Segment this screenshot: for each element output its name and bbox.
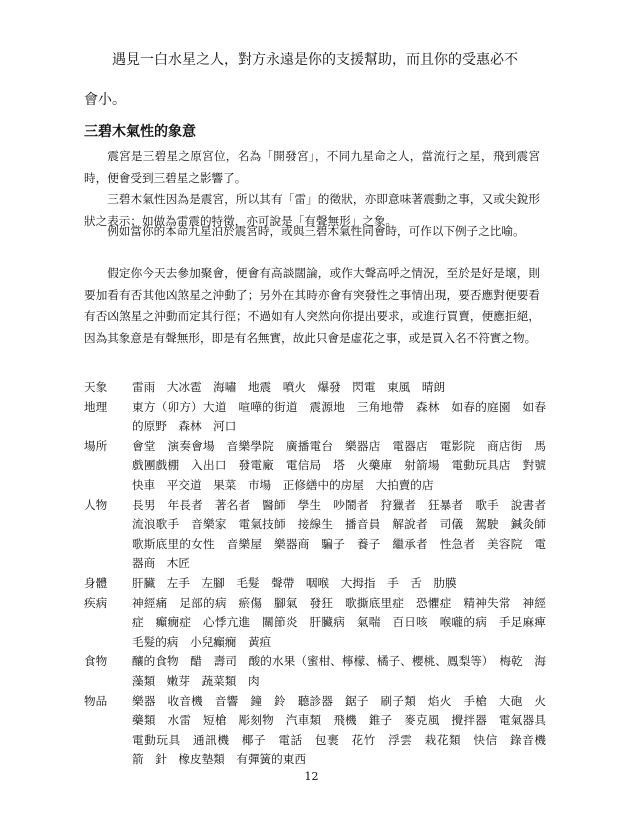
body-paragraph-3: 例如當你的本命九星泊於震宮時，或與三碧木氣性同會時，可作以下例子之比喻。 bbox=[107, 224, 525, 238]
category-row-people bbox=[84, 496, 558, 574]
intro-paragraph bbox=[84, 40, 540, 120]
category-row-geography bbox=[84, 398, 546, 437]
body-paragraph-1: 震宮是三碧星之原宮位，名為「開發宮」，不同九星命之人，當流行之星，飛到震宮時，便會受到三碧星之影響了。 bbox=[84, 149, 540, 185]
category-items: 神經痛 足部的病 瘀傷 腳氣 發狂 歌撕底里症 恐懼症 精神失常 神經症 癲癇症 心悸亢進 關節炎 肝臟病 氣喘 百日咳 喉嚨的病 手足麻痺 毛髮的病 小兒癲癇 黃疸 bbox=[132, 595, 558, 649]
category-row-places bbox=[84, 437, 546, 496]
category-items: 長男 年長者 著名者 醫師 學生 吵鬧者 狩獵者 狂暴者 歌手 說書者 流浪歌手 音樂家 電氣技師 接線生 播音員 解說者 司儀 駕駛 鍼灸師 歌斯底里的女性 音樂屋 樂器商 騙子 養子 繼承者 性急者 美容院 電器商 木匠 bbox=[132, 497, 558, 571]
category-row-disease bbox=[84, 594, 558, 653]
intro-line-2: 會小。 bbox=[84, 92, 126, 108]
category-label: 疾病 bbox=[84, 595, 108, 610]
category-items: 雷雨 大冰雹 海嘯 地震 噴火 爆發 閃電 東風 晴朗 bbox=[132, 380, 446, 394]
category-label: 身體 bbox=[84, 575, 108, 590]
category-label: 人物 bbox=[84, 497, 108, 512]
category-list bbox=[84, 378, 558, 770]
intro-line-1: 遇見一白水星之人，對方永遠是你的支援幫助，而且你的受惠必不 bbox=[112, 52, 518, 68]
category-items: 樂器 收音機 音響 鐘 鈴 聽診器 鋸子 刷子類 焰火 手槍 大砲 火藥類 水雷 短槍 彫刻物 汽車類 飛機 錐子 麥克風 攪拌器 電氣器具 電動玩具 通訊機 椰子 電話 包裹 花竹 浮雲 栽花類 快信 錄音機 箭 針 橡皮墊類 有彈簧的東西 bbox=[132, 693, 558, 767]
category-label: 場所 bbox=[84, 438, 108, 453]
category-row-food bbox=[84, 652, 546, 691]
page-number: 12 bbox=[304, 770, 319, 783]
body-paragraph-2: 三碧木氣性因為是震宮，所以其有「雷」的徵狀，亦即意味著震動之事，又或尖銳形狀之表示；如做為雷震的特徵，亦可說是「有聲無形」之象。 bbox=[84, 192, 540, 228]
category-row-body bbox=[84, 574, 546, 594]
category-label: 物品 bbox=[84, 693, 108, 708]
category-label: 地理 bbox=[84, 399, 108, 414]
category-label: 天象 bbox=[84, 380, 108, 394]
category-items: 釀的食物 醋 壽司 酸的水果（蜜柑、檸檬、橘子、櫻桃、鳳梨等） 梅乾 海藻類 嫩芽 蔬菜類 肉 bbox=[132, 654, 546, 688]
category-label: 食物 bbox=[84, 654, 108, 669]
section-title: 三碧木氣性的象意 bbox=[84, 124, 196, 140]
category-row-weather bbox=[84, 378, 546, 398]
category-items: 東方（卯方）大道 喧嘩的街道 震源地 三角地帶 森林 如春的庭園 如春的原野 森林 河口 bbox=[132, 399, 546, 434]
category-items: 肝臟 左手 左腳 毛髮 聲帶 咽喉 大拇指 手 舌 肋膜 bbox=[132, 575, 457, 590]
body-paragraph-4: 假定你今天去參加聚會，便會有高談闊論，或作大聲高呼之情況，至於是好是壞，則要加看有否其他凶煞星之沖動了；另外在其時亦會有突發性之事情出現，要否應對便要看有否凶煞星之沖動而定其行徑；不過如有人突然向你提出要求，或進行買賣，便應拒絕，因為其象意是有聲無形，即是有名無實，故此只會是虛花之事，或是買入名不符實之物。 bbox=[84, 266, 540, 345]
category-items: 會堂 演奏會場 音樂學院 廣播電台 樂器店 電器店 電影院 商店街 馬戲團戲棚 入出口 發電廠 電信局 塔 火藥庫 射箭場 電動玩具店 對號快車 平交道 果菜 市場 正修繕中的房屋 大拍賣的店 bbox=[132, 438, 546, 492]
category-row-objects bbox=[84, 692, 558, 770]
